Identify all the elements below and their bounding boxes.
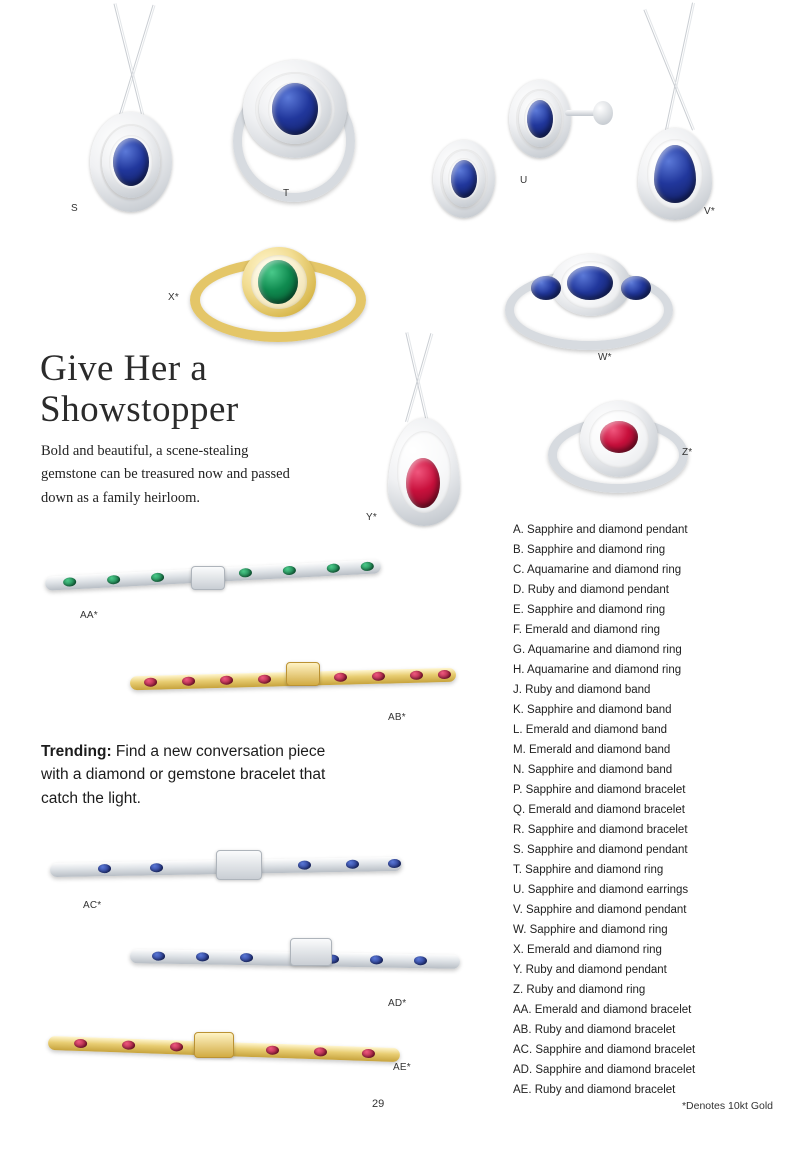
legend-item: G. Aquamarine and diamond ring — [513, 644, 682, 656]
label-w: W* — [598, 352, 612, 363]
bracelet-stone — [346, 860, 359, 869]
headline-line-2: Showstopper — [40, 389, 239, 431]
product-ad-sapphire-bracelet[interactable] — [130, 930, 470, 1010]
footnote: *Denotes 10kt Gold — [681, 1100, 773, 1112]
legend-item: M. Emerald and diamond band — [513, 744, 671, 756]
bracelet-stone — [283, 566, 296, 576]
bracelet-stone — [372, 672, 385, 681]
page-title — [40, 348, 340, 431]
bracelet-stone — [170, 1042, 183, 1051]
product-z-ruby-ring[interactable] — [540, 395, 700, 515]
product-y-ruby-pendant[interactable] — [350, 330, 490, 540]
bracelet-stone — [388, 859, 401, 868]
product-u-sapphire-earrings[interactable] — [425, 55, 615, 205]
sapphire-side-left — [531, 276, 561, 300]
legend-item: E. Sapphire and diamond ring — [513, 604, 666, 616]
product-aa-emerald-bracelet[interactable] — [45, 540, 375, 620]
bracelet-stone — [327, 563, 340, 573]
product-w-sapphire-ring[interactable] — [495, 248, 685, 368]
sapphire-stone — [272, 83, 318, 135]
label-z: Z* — [682, 447, 693, 458]
product-ac-sapphire-bracelet[interactable] — [50, 838, 410, 918]
legend-item: AC. Sapphire and diamond bracelet — [513, 1044, 696, 1056]
legend-item: F. Emerald and diamond ring — [513, 624, 661, 636]
label-s: S — [71, 203, 78, 214]
bracelet-stone — [266, 1045, 279, 1054]
bracelet-clasp — [194, 1032, 234, 1058]
label-u: U — [520, 175, 528, 186]
legend-item: P. Sapphire and diamond bracelet — [513, 784, 686, 796]
sapphire-center — [567, 266, 613, 300]
legend-item: L. Emerald and diamond band — [513, 724, 668, 736]
legend-item: B. Sapphire and diamond ring — [513, 544, 666, 556]
legend-item: R. Sapphire and diamond bracelet — [513, 824, 688, 836]
legend-item: U. Sapphire and diamond earrings — [513, 884, 689, 896]
label-v: V* — [704, 206, 715, 217]
bracelet-stone — [240, 953, 253, 962]
label-t: T — [283, 188, 290, 199]
headline-line-1: Give Her a — [40, 348, 208, 389]
bracelet-stone — [258, 675, 271, 684]
legend-item: H. Aquamarine and diamond ring — [513, 664, 682, 676]
bracelet-stone — [438, 670, 451, 679]
legend-item: J. Ruby and diamond band — [513, 684, 651, 696]
sapphire-stone-left — [451, 160, 477, 198]
legend-item: D. Ruby and diamond pendant — [513, 584, 669, 596]
bracelet-stone — [182, 677, 195, 686]
bracelet-stone — [298, 861, 311, 870]
legend-item: X. Emerald and diamond ring — [513, 944, 662, 956]
product-s-sapphire-pendant[interactable] — [60, 0, 200, 230]
legend-item: AE. Ruby and diamond bracelet — [513, 1084, 676, 1096]
intro-paragraph: Bold and beautiful, a scene-stealing gemstone can be treasured now and passed down as a family heirloom. — [41, 443, 290, 506]
bracelet-clasp — [216, 850, 262, 880]
bracelet-stone — [122, 1040, 135, 1049]
legend-item: Y. Ruby and diamond pendant — [513, 964, 667, 976]
bracelet-stone — [239, 568, 252, 578]
ruby-stone — [406, 458, 440, 508]
bracelet-clasp — [290, 938, 332, 966]
label-ad: AD* — [388, 998, 407, 1009]
bracelet-stone — [362, 1049, 375, 1058]
bracelet-stone — [220, 676, 233, 685]
bracelet-stone — [144, 678, 157, 687]
trending-lead: Trending: — [41, 743, 112, 760]
legend-item: K. Sapphire and diamond band — [513, 704, 672, 716]
chain-left — [118, 5, 155, 119]
legend-item: W. Sapphire and diamond ring — [513, 924, 668, 936]
legend-item: A. Sapphire and diamond pendant — [513, 524, 688, 536]
bracelet-stone — [410, 671, 423, 680]
legend-item: AB. Ruby and diamond bracelet — [513, 1024, 676, 1036]
bracelet-clasp — [191, 566, 225, 590]
bracelet-stone — [151, 573, 164, 583]
page-number: 29 — [372, 1098, 385, 1110]
legend-item: AA. Emerald and diamond bracelet — [513, 1004, 692, 1016]
trending-text: Find a new conversation piece with a diamond or gemstone bracelet that catch the light. — [41, 743, 326, 807]
bracelet-stone — [334, 673, 347, 682]
label-y: Y* — [366, 512, 377, 523]
label-aa: AA* — [80, 610, 98, 621]
bracelet-stone — [370, 955, 383, 964]
bracelet-stone — [152, 952, 165, 961]
sapphire-stone — [113, 138, 149, 186]
bracelet-clasp — [286, 662, 320, 686]
product-v-sapphire-pendant[interactable] — [610, 0, 760, 230]
bracelet-stone — [414, 956, 427, 965]
legend-item: T. Sapphire and diamond ring — [513, 864, 664, 876]
legend-item: Z. Ruby and diamond ring — [513, 984, 646, 996]
bracelet-stone — [196, 952, 209, 961]
ruby-stone — [600, 421, 638, 453]
bracelet-stone — [361, 562, 374, 572]
product-ae-ruby-bracelet[interactable] — [48, 1020, 411, 1100]
bracelet-stone — [63, 577, 76, 587]
legend-item: V. Sapphire and diamond pendant — [513, 904, 687, 916]
product-ab-ruby-bracelet[interactable] — [130, 640, 460, 730]
bracelet-stone — [150, 863, 163, 872]
label-ac: AC* — [83, 900, 102, 911]
trending-paragraph — [41, 740, 331, 810]
legend-item: C. Aquamarine and diamond ring — [513, 564, 682, 576]
legend-item: N. Sapphire and diamond band — [513, 764, 673, 776]
bracelet-stone — [107, 575, 120, 585]
legend-item: S. Sapphire and diamond pendant — [513, 844, 688, 856]
product-t-sapphire-ring[interactable] — [215, 50, 375, 210]
label-ae: AE* — [393, 1062, 411, 1073]
bracelet-stone — [314, 1047, 327, 1056]
label-x: X* — [168, 292, 179, 303]
product-legend — [513, 520, 773, 1100]
chain-right — [113, 3, 144, 118]
label-ab: AB* — [388, 712, 406, 723]
sapphire-side-right — [621, 276, 651, 300]
emerald-stone — [258, 260, 298, 304]
bracelet-stone — [98, 864, 111, 873]
legend-item: AD. Sapphire and diamond bracelet — [513, 1064, 696, 1076]
bracelet-stone — [74, 1039, 87, 1048]
legend-item: Q. Emerald and diamond bracelet — [513, 804, 685, 816]
sapphire-stone-right — [527, 100, 553, 138]
